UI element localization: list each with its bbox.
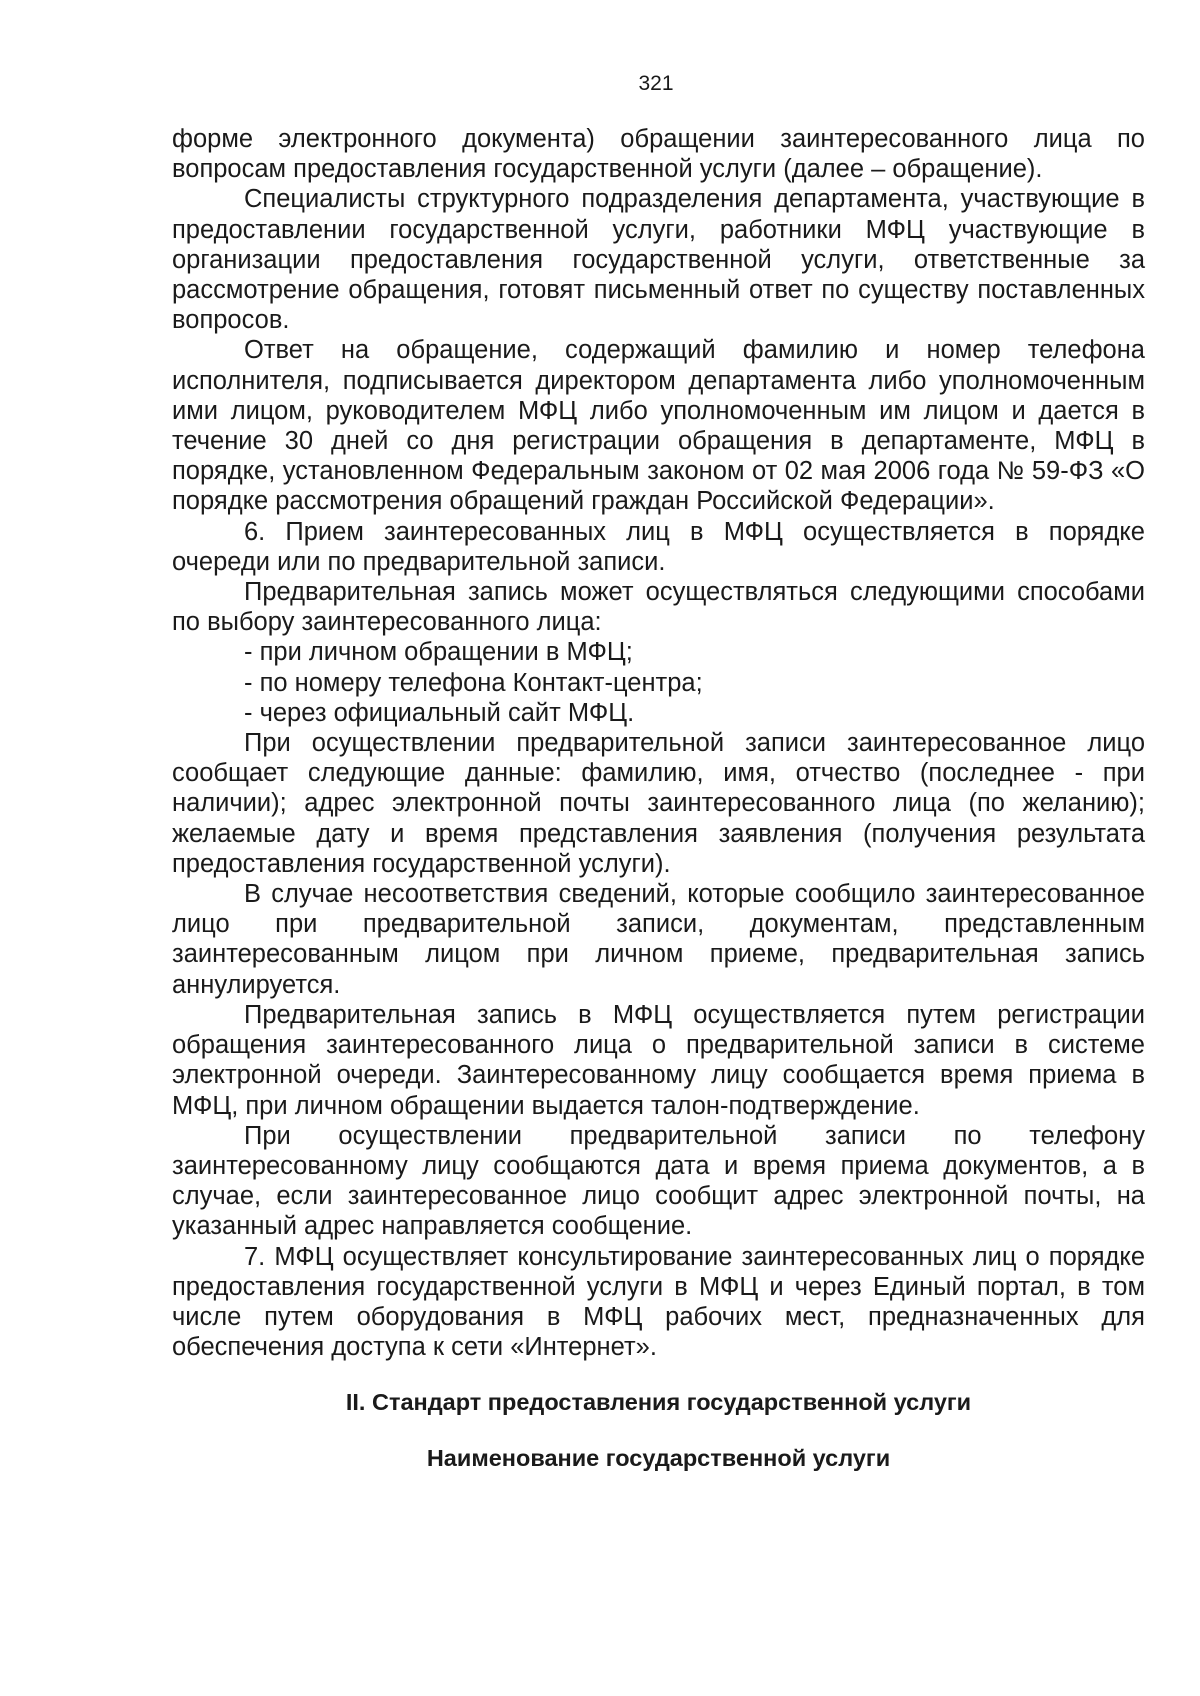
paragraph-mismatch: В случае несоответствия сведений, которые сообщило заинтересованное лицо при предварительной записи, документам, представленным заинтересованным лицом при личном приеме, предварительная запись аннулируется.	[172, 880, 1145, 999]
page-body	[172, 124, 1145, 1472]
paragraph-answer: Ответ на обращение, содержащий фамилию и номер телефона исполнителя, подписывается директором департамента либо уполномоченным ими лицом, руководителем МФЦ либо уполномоченным им лицом и дается в течение 30 дней со дня регистрации обращения в департаменте, МФЦ в порядке, установленном Федеральным законом от 02 мая 2006 года № 59-ФЗ «О порядке рассмотрения обращений граждан Российской Федерации».	[172, 336, 1145, 516]
list-item: - при личном обращении в МФЦ;	[244, 638, 633, 667]
list-item: - через официальный сайт МФЦ.	[244, 698, 635, 727]
paragraph-continuation: форме электронного документа) обращении заинтересованного лица по вопросам предоставления государственной услуги (далее – обращение).	[172, 125, 1145, 184]
paragraph-record-data: При осуществлении предварительной записи заинтересованное лицо сообщает следующие данные: фамилию, имя, отчество (последнее - при наличии); адрес электронной почты заинтересованного лица (по желанию); желаемые дату и время представления заявления (получения результата предоставления государственной услуги).	[172, 729, 1145, 878]
section-heading: II. Стандарт предоставления государственной услуги	[345, 1389, 972, 1416]
list-item: - по номеру телефона Контакт-центра;	[244, 668, 703, 697]
record-methods-list	[172, 637, 1145, 728]
paragraph-preliminary-record: Предварительная запись может осуществляться следующими способами по выбору заинтересованного лица:	[172, 578, 1145, 637]
paragraph-electronic-queue: Предварительная запись в МФЦ осуществляется путем регистрации обращения заинтересованного лица о предварительной записи в системе электронной очереди. Заинтересованному лицу сообщается время приема в МФЦ, при личном обращении выдается талон-подтверждение.	[172, 1000, 1145, 1120]
page-number: 321	[638, 72, 674, 95]
paragraph-item-7: 7. МФЦ осуществляет консультирование заинтересованных лиц о порядке предоставления государственной услуги в МФЦ и через Единый портал, в том числе путем оборудования в МФЦ рабочих мест, предназначенных для обеспечения доступа к сети «Интернет».	[172, 1242, 1145, 1362]
paragraph-item-6: 6. Прием заинтересованных лиц в МФЦ осуществляется в порядке очереди или по предварительной записи.	[172, 517, 1145, 576]
subsection-heading: Наименование государственной услуги	[426, 1445, 891, 1472]
paragraph-phone-record: При осуществлении предварительной записи по телефону заинтересованному лицу сообщаются дата и время приема документов, а в случае, если заинтересованное лицо сообщит адрес электронной почты, на указанный адрес направляется сообщение.	[172, 1121, 1145, 1241]
paragraph-specialists: Специалисты структурного подразделения департамента, участвующие в предоставлении государственной услуги, работники МФЦ участвующие в организации предоставления государственной услуги, ответственные за рассмотрение обращения, готовят письменный ответ по существу поставленных вопросов.	[172, 185, 1145, 335]
